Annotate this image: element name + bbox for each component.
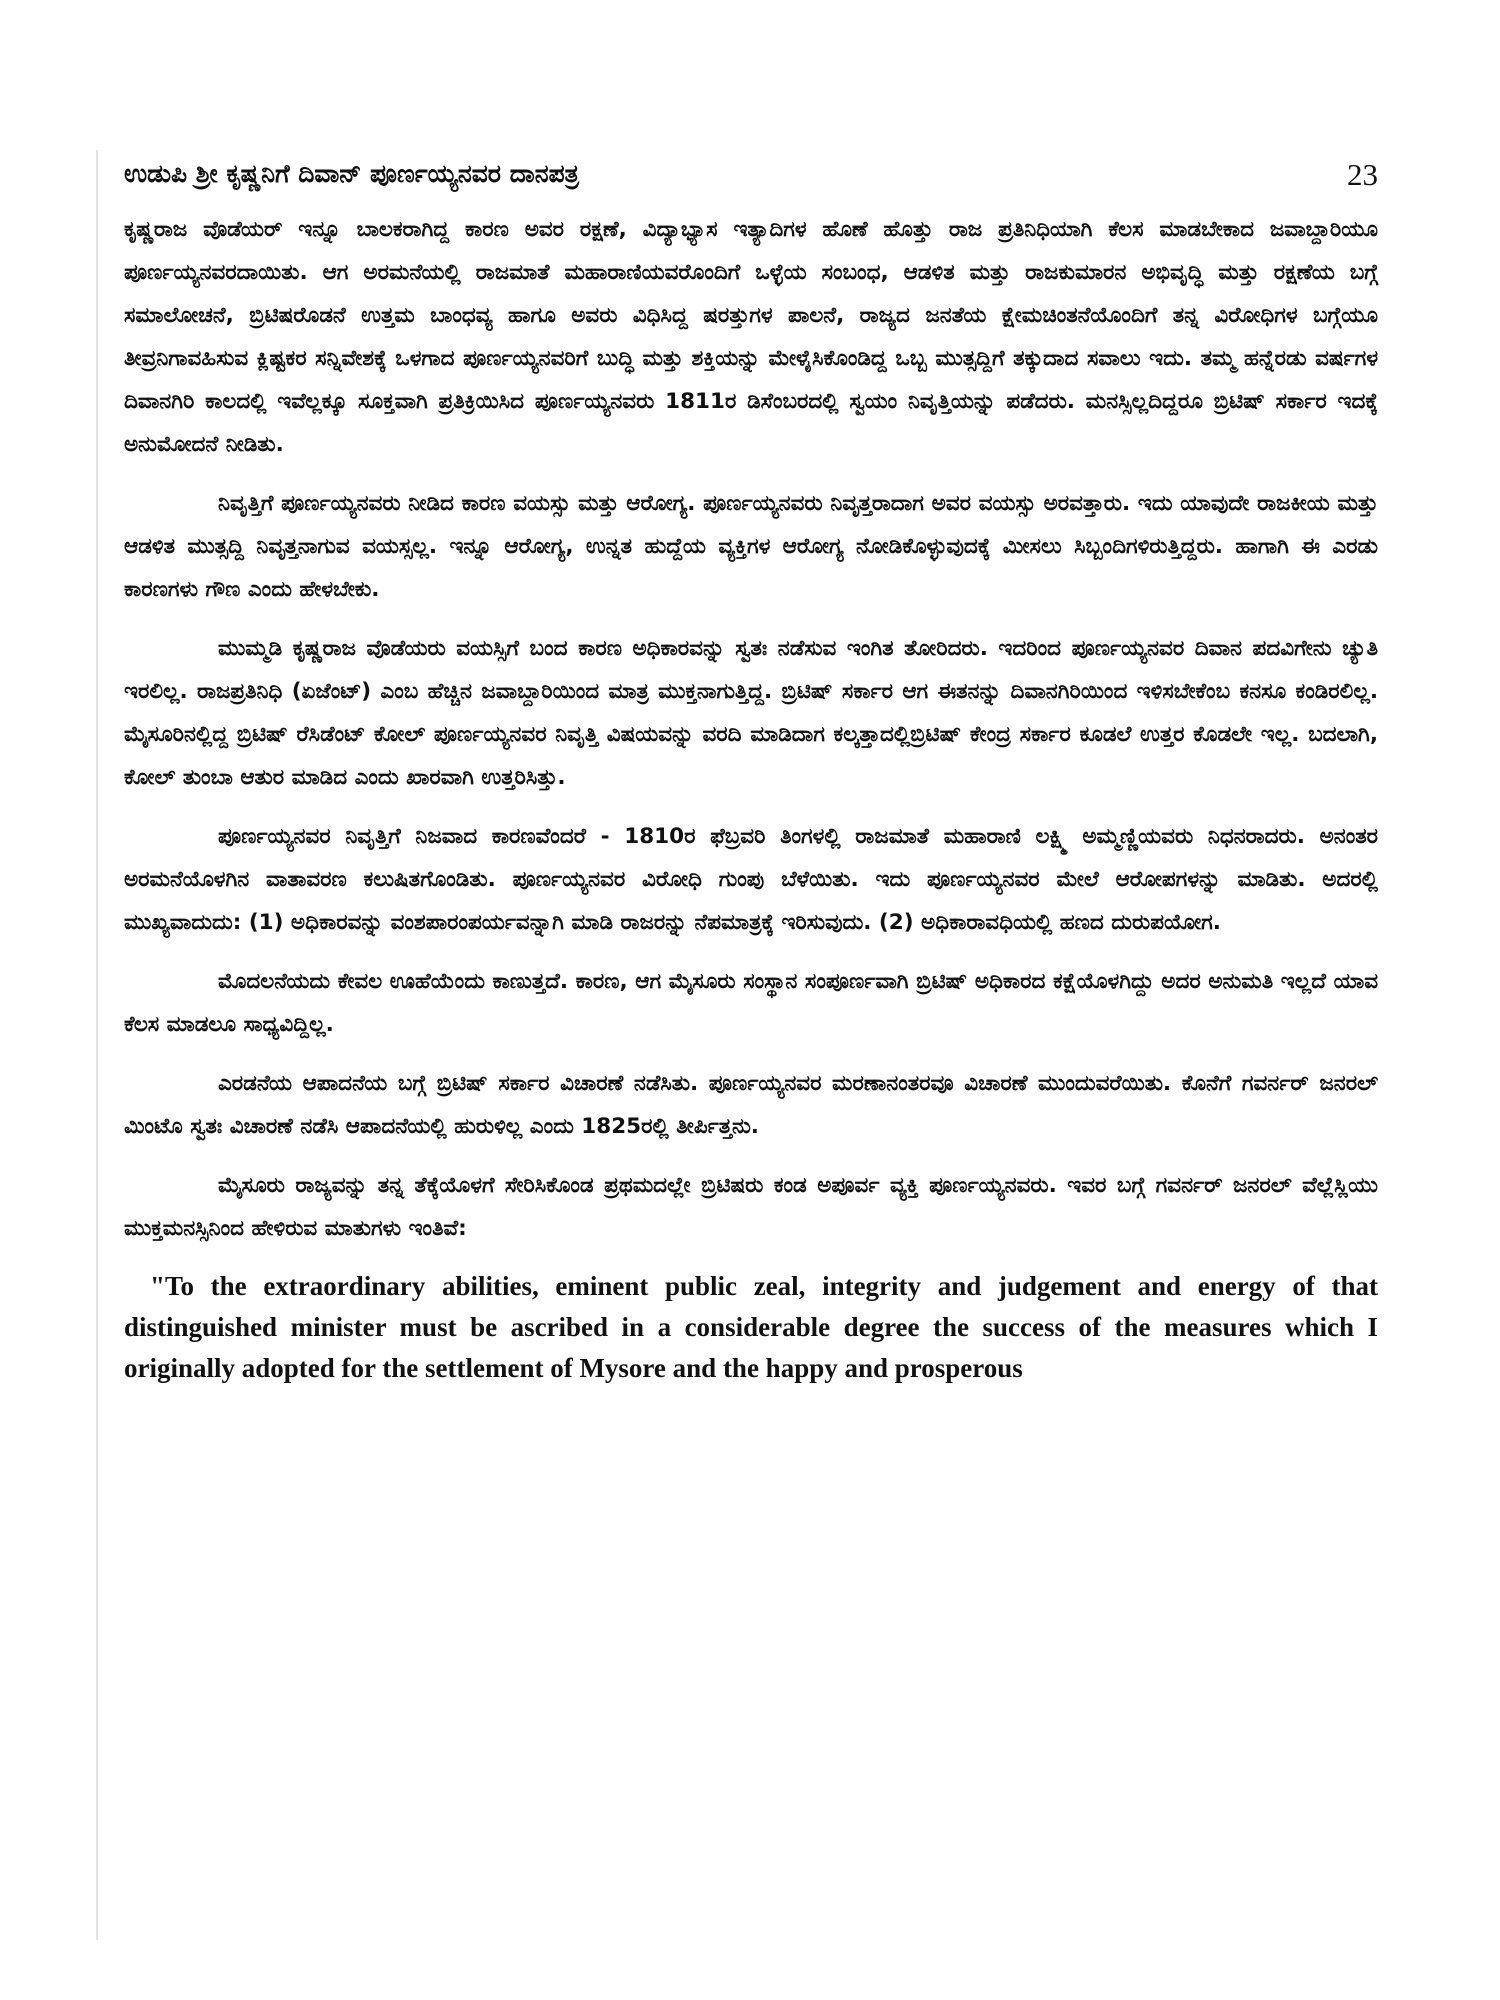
paragraph-1: ಕೃಷ್ಣರಾಜ ವೊಡೆಯರ್ ಇನ್ನೂ ಬಾಲಕರಾಗಿದ್ದ ಕಾರಣ ಅವರ ರಕ್ಷಣೆ, ವಿದ್ಯಾಭ್ಯಾಸ ಇತ್ಯಾದಿಗಳ ಹೊಣೆ ಹೊತ್ತು ರಾಜ ಪ್ರತಿನಿಧಿಯಾಗಿ ಕೆಲಸ ಮಾಡಬೇಕಾದ ಜವಾಬ್ದಾರಿಯೂ ಪೂರ್ಣಯ್ಯನವರದಾಯಿತು. ಆಗ ಅರಮನೆಯಲ್ಲಿ ರಾಜಮಾತೆ ಮಹಾರಾಣಿಯವರೊಂದಿಗೆ ಒಳ್ಳೆಯ ಸಂಬಂಧ, ಆಡಳಿತ ಮತ್ತು ರಾಜಕುಮಾರನ ಅಭಿವೃದ್ಧಿ ಮತ್ತು ರಕ್ಷಣೆಯ ಬಗ್ಗೆ ಸಮಾಲೋಚನೆ, ಬ್ರಿಟಿಷರೊಡನೆ ಉತ್ತಮ ಬಾಂಧವ್ಯ ಹಾಗೂ ಅವರು ವಿಧಿಸಿದ್ದ ಷರತ್ತುಗಳ ಪಾಲನೆ, ರಾಜ್ಯದ ಜನತೆಯ ಕ್ಷೇಮಚಿಂತನೆಯೊಂದಿಗೆ ತನ್ನ ವಿರೋಧಿಗಳ ಬಗ್ಗೆಯೂ ತೀವ್ರನಿಗಾವಹಿಸುವ ಕ್ಲಿಷ್ಟಕರ ಸನ್ನಿವೇಶಕ್ಕೆ ಒಳಗಾದ ಪೂರ್ಣಯ್ಯನವರಿಗೆ ಬುದ್ಧಿ ಮತ್ತು ಶಕ್ತಿಯನ್ನು ಮೇಳೈಸಿಕೊಂಡಿದ್ದ ಒಬ್ಬ ಮುತ್ಸದ್ದಿಗೆ ತಕ್ಕುದಾದ ಸವಾಲು ಇದು. ತಮ್ಮ ಹನ್ನೆರಡು ವರ್ಷಗಳ ದಿವಾನಗಿರಿ ಕಾಲದಲ್ಲಿ ಇವೆಲ್ಲಕ್ಕೂ ಸೂಕ್ತವಾಗಿ ಪ್ರತಿಕ್ರಿಯಿಸಿದ ಪೂರ್ಣಯ್ಯನವರು 1811ರ ಡಿಸೆಂಬರದಲ್ಲಿ ಸ್ವಯಂ ನಿವೃತ್ತಿಯನ್ನು ಪಡೆದರು. ಮನಸ್ಸಿಲ್ಲದಿದ್ದರೂ ಬ್ರಿಟಿಷ್ ಸರ್ಕಾರ ಇದಕ್ಕೆ ಅನುಮೋದನೆ ನೀಡಿತು.: [124, 217, 1378, 457]
paragraph-3: ಮುಮ್ಮಡಿ ಕೃಷ್ಣರಾಜ ವೊಡೆಯರು ವಯಸ್ಸಿಗೆ ಬಂದ ಕಾರಣ ಅಧಿಕಾರವನ್ನು ಸ್ವತಃ ನಡೆಸುವ ಇಂಗಿತ ತೋರಿದರು. ಇದರಿಂದ ಪೂರ್ಣಯ್ಯನವರ ದಿವಾನ ಪದವಿಗೇನು ಚ್ಯುತಿ ಇರಲಿಲ್ಲ. ರಾಜಪ್ರತಿನಿಧಿ (ಏಜೆಂಟ್) ಎಂಬ ಹೆಚ್ಚಿನ ಜವಾಬ್ದಾರಿಯಿಂದ ಮಾತ್ರ ಮುಕ್ತನಾಗುತ್ತಿದ್ದ. ಬ್ರಿಟಿಷ್ ಸರ್ಕಾರ ಆಗ ಈತನನ್ನು ದಿವಾನಗಿರಿಯಿಂದ ಇಳಿಸಬೇಕೆಂಬ ಕನಸೂ ಕಂಡಿರಲಿಲ್ಲ. ಮೈಸೂರಿನಲ್ಲಿದ್ದ ಬ್ರಿಟಿಷ್ ರೆಸಿಡೆಂಟ್ ಕೋಲ್ ಪೂರ್ಣಯ್ಯನವರ ನಿವೃತ್ತಿ ವಿಷಯವನ್ನು ವರದಿ ಮಾಡಿದಾಗ ಕಲ್ಕತ್ತಾದಲ್ಲಿಬ್ರಿಟಿಷ್ ಕೇಂದ್ರ ಸರ್ಕಾರ ಕೂಡಲೆ ಉತ್ತರ ಕೊಡಲೇ ಇಲ್ಲ. ಬದಲಾಗಿ, ಕೋಲ್ ತುಂಬಾ ಆತುರ ಮಾಡಿದ ಎಂದು ಖಾರವಾಗಿ ಉತ್ತರಿಸಿತ್ತು.: [124, 636, 1378, 790]
english-quote: "To the extraordinary abilities, eminent public zeal, integrity and judgement and energy of that distinguished minister must be ascribed in a considerable degree the success of the measures which I originally adopted for the settlement of Mysore and the happy and prosperous: [124, 1271, 1378, 1383]
paragraph-2: ನಿವೃತ್ತಿಗೆ ಪೂರ್ಣಯ್ಯನವರು ನೀಡಿದ ಕಾರಣ ವಯಸ್ಸು ಮತ್ತು ಆರೋಗ್ಯ. ಪೂರ್ಣಯ್ಯನವರು ನಿವೃತ್ತರಾದಾಗ ಅವರ ವಯಸ್ಸು ಅರವತ್ತಾರು. ಇದು ಯಾವುದೇ ರಾಜಕೀಯ ಮತ್ತು ಆಡಳಿತ ಮುತ್ಸದ್ದಿ ನಿವೃತ್ತನಾಗುವ ವಯಸ್ಸಲ್ಲ. ಇನ್ನೂ ಆರೋಗ್ಯ, ಉನ್ನತ ಹುದ್ದೆಯ ವ್ಯಕ್ತಿಗಳ ಆರೋಗ್ಯ ನೋಡಿಕೊಳ್ಳುವುದಕ್ಕೆ ಮೀಸಲು ಸಿಬ್ಬಂದಿಗಳಿರುತ್ತಿದ್ದರು. ಹಾಗಾಗಿ ಈ ಎರಡು ಕಾರಣಗಳು ಗೌಣ ಎಂದು ಹೇಳಬೇಕು.: [124, 491, 1378, 602]
paragraph-4: ಪೂರ್ಣಯ್ಯನವರ ನಿವೃತ್ತಿಗೆ ನಿಜವಾದ ಕಾರಣವೆಂದರೆ - 1810ರ ಫೆಬ್ರವರಿ ತಿಂಗಳಲ್ಲಿ ರಾಜಮಾತೆ ಮಹಾರಾಣಿ ಲಕ್ಷ್ಮಿ ಅಮ್ಮಣ್ಣಿಯವರು ನಿಧನರಾದರು. ಅನಂತರ ಅರಮನೆಯೊಳಗಿನ ವಾತಾವರಣ ಕಲುಷಿತಗೊಂಡಿತು. ಪೂರ್ಣಯ್ಯನವರ ವಿರೋಧಿ ಗುಂಪು ಬೆಳೆಯಿತು. ಇದು ಪೂರ್ಣಯ್ಯನವರ ಮೇಲೆ ಆರೋಪಗಳನ್ನು ಮಾಡಿತು. ಅದರಲ್ಲಿ ಮುಖ್ಯವಾದುದು: (1) ಅಧಿಕಾರವನ್ನು ವಂಶಪಾರಂಪರ್ಯವನ್ನಾಗಿ ಮಾಡಿ ರಾಜರನ್ನು ನೆಪಮಾತ್ರಕ್ಕೆ ಇರಿಸುವುದು. (2) ಅಧಿಕಾರಾವಧಿಯಲ್ಲಿ ಹಣದ ದುರುಪಯೋಗ.: [124, 824, 1378, 935]
page-binding-edge: [96, 150, 98, 1940]
page-number: 23: [1347, 157, 1378, 192]
running-header: [124, 155, 1378, 205]
document-body: [124, 208, 1378, 1389]
paragraph-6: ಎರಡನೆಯ ಆಪಾದನೆಯ ಬಗ್ಗೆ ಬ್ರಿಟಿಷ್ ಸರ್ಕಾರ ವಿಚಾರಣೆ ನಡೆಸಿತು. ಪೂರ್ಣಯ್ಯನವರ ಮರಣಾನಂತರವೂ ವಿಚಾರಣೆ ಮುಂದುವರೆಯಿತು. ಕೊನೆಗೆ ಗವರ್ನರ್ ಜನರಲ್ ಮಿಂಟೊ ಸ್ವತಃ ವಿಚಾರಣೆ ನಡೆಸಿ ಆಪಾದನೆಯಲ್ಲಿ ಹುರುಳಿಲ್ಲ ಎಂದು 1825ರಲ್ಲಿ ತೀರ್ಪಿತ್ತನು.: [124, 1071, 1378, 1139]
running-header-title: ಉಡುಪಿ ಶ್ರೀ ಕೃಷ್ಣನಿಗೆ ದಿವಾನ್ ಪೂರ್ಣಯ್ಯನವರ ದಾನಪತ್ರ: [124, 159, 579, 188]
paragraph-7: ಮೈಸೂರು ರಾಜ್ಯವನ್ನು ತನ್ನ ತೆಕ್ಕೆಯೊಳಗೆ ಸೇರಿಸಿಕೊಂಡ ಪ್ರಥಮದಲ್ಲೇ ಬ್ರಿಟಿಷರು ಕಂಡ ಅಪೂರ್ವ ವ್ಯಕ್ತಿ ಪೂರ್ಣಯ್ಯನವರು. ಇವರ ಬಗ್ಗೆ ಗವರ್ನರ್ ಜನರಲ್ ವೆಲ್ಲೆಸ್ಲಿಯು ಮುಕ್ತಮನಸ್ಸಿನಿಂದ ಹೇಳಿರುವ ಮಾತುಗಳು ಇಂತಿವೆ:: [124, 1173, 1378, 1241]
paragraph-5: ಮೊದಲನೆಯದು ಕೇವಲ ಊಹೆಯೆಂದು ಕಾಣುತ್ತದೆ. ಕಾರಣ, ಆಗ ಮೈಸೂರು ಸಂಸ್ಥಾನ ಸಂಪೂರ್ಣವಾಗಿ ಬ್ರಿಟಿಷ್ ಅಧಿಕಾರದ ಕಕ್ಷೆಯೊಳಗಿದ್ದು ಅದರ ಅನುಮತಿ ಇಲ್ಲದೆ ಯಾವ ಕೆಲಸ ಮಾಡಲೂ ಸಾಧ್ಯವಿದ್ದಿಲ್ಲ.: [124, 969, 1378, 1037]
